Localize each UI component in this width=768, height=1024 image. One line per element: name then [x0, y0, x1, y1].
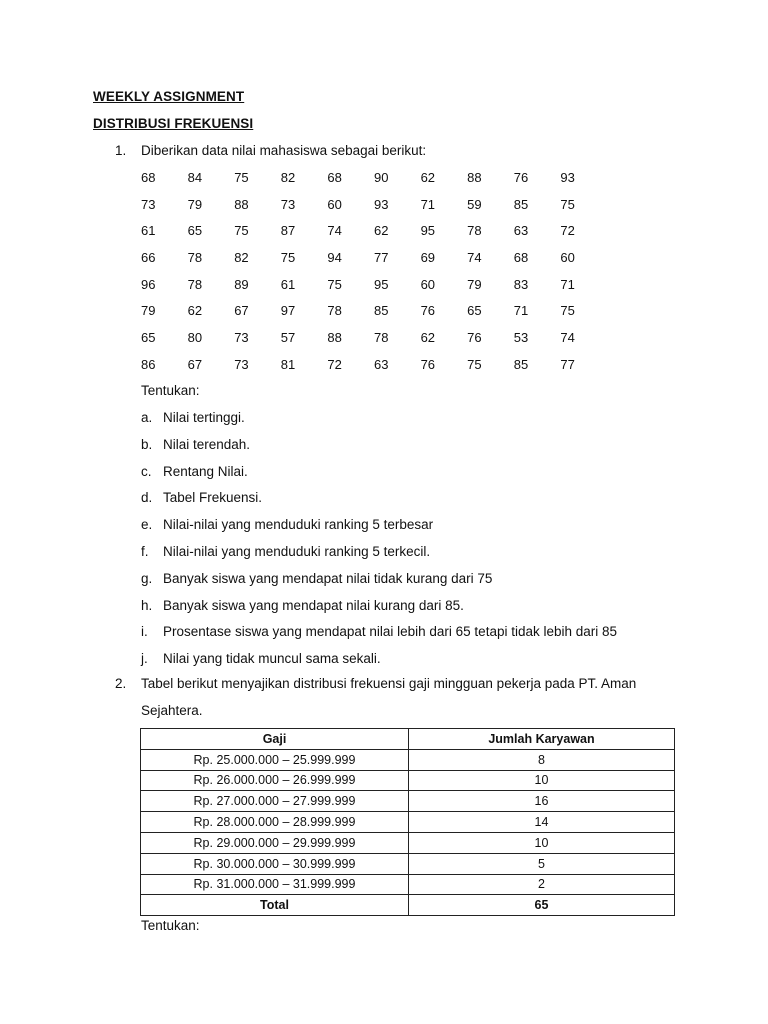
score-cell: 62	[420, 330, 436, 346]
item-letter: d.	[141, 490, 153, 506]
item-letter: c.	[141, 463, 152, 479]
score-cell: 82	[234, 250, 249, 266]
score-cell: 72	[327, 356, 342, 372]
score-cell: 82	[280, 170, 296, 185]
score-cell: 85	[513, 356, 529, 372]
score-cell: 75	[280, 250, 296, 266]
score-cell: 62	[373, 223, 389, 239]
score-cell: 68	[327, 170, 342, 185]
score-cell: 78	[327, 303, 342, 319]
question-2-text-line1: Tabel berikut menyajikan distribusi frekuensi gaji mingguan pekerja pada PT. Aman	[141, 676, 637, 691]
table-row	[141, 749, 675, 770]
salary-frequency-table	[140, 728, 675, 916]
salary-range-cell: Rp. 25.000.000 – 25.999.999	[141, 749, 409, 770]
table-row	[141, 832, 675, 853]
score-cell: 53	[513, 330, 529, 346]
score-cell: 88	[234, 196, 249, 212]
score-cell: 75	[467, 356, 482, 372]
score-cell: 73	[234, 356, 249, 372]
score-cell: 84	[187, 170, 203, 185]
salary-range-cell: Rp. 31.000.000 – 31.999.999	[141, 874, 409, 895]
item-text: Banyak siswa yang mendapat nilai tidak kurang dari 75	[163, 570, 493, 586]
employee-count-cell: 5	[409, 853, 675, 874]
score-cell: 75	[560, 303, 575, 319]
score-cell: 86	[141, 356, 156, 372]
score-data-grid	[141, 170, 607, 384]
score-cell: 75	[327, 276, 342, 292]
item-letter: j.	[141, 651, 148, 667]
score-cell: 76	[420, 356, 436, 372]
score-cell: 79	[187, 196, 203, 212]
total-value: 65	[409, 895, 675, 916]
score-cell: 71	[560, 276, 575, 292]
table-row	[141, 874, 675, 895]
table-row	[141, 853, 675, 874]
score-cell: 93	[560, 170, 575, 185]
score-cell: 75	[560, 196, 575, 212]
item-letter: h.	[141, 597, 153, 613]
item-letter: b.	[141, 436, 153, 452]
score-cell: 88	[327, 330, 342, 346]
employee-count-cell: 14	[409, 812, 675, 833]
item-text: Nilai yang tidak muncul sama sekali.	[163, 651, 381, 667]
score-cell: 74	[467, 250, 482, 266]
score-cell: 72	[560, 223, 575, 239]
score-cell: 79	[141, 303, 156, 319]
score-cell: 76	[420, 303, 436, 319]
salary-range-cell: Rp. 28.000.000 – 28.999.999	[141, 812, 409, 833]
score-cell: 59	[467, 196, 482, 212]
score-cell: 75	[234, 223, 249, 239]
score-cell: 73	[141, 196, 156, 212]
score-cell: 73	[234, 330, 249, 346]
score-cell: 65	[141, 330, 156, 346]
score-cell: 69	[420, 250, 436, 266]
score-cell: 76	[467, 330, 482, 346]
score-cell: 74	[327, 223, 342, 239]
question-2-prompt: Tentukan:	[141, 918, 200, 933]
score-cell: 95	[373, 276, 389, 292]
salary-range-cell: Rp. 27.000.000 – 27.999.999	[141, 791, 409, 812]
score-cell: 76	[513, 170, 529, 185]
score-cell: 65	[187, 223, 203, 239]
score-cell: 66	[141, 250, 156, 266]
score-cell: 85	[513, 196, 529, 212]
score-cell: 57	[280, 330, 296, 346]
item-text: Nilai tertinggi.	[163, 410, 245, 425]
table-row	[141, 770, 675, 791]
table-total-row	[141, 895, 675, 916]
column-header-gaji: Gaji	[141, 729, 409, 750]
score-cell: 96	[141, 276, 156, 292]
score-cell: 60	[420, 276, 436, 292]
score-cell: 63	[373, 356, 389, 372]
score-cell: 89	[234, 276, 249, 292]
score-cell: 85	[373, 303, 389, 319]
score-cell: 67	[187, 356, 203, 372]
table-row	[141, 791, 675, 812]
question-1-text: Diberikan data nilai mahasiswa sebagai berikut:	[141, 143, 427, 158]
question-2-text-line2: Sejahtera.	[141, 703, 203, 718]
employee-count-cell: 10	[409, 832, 675, 853]
item-text: Nilai-nilai yang menduduki ranking 5 terkecil.	[163, 544, 431, 559]
score-cell: 62	[420, 170, 436, 185]
item-letter: i.	[141, 624, 148, 640]
score-cell: 60	[327, 196, 342, 212]
score-cell: 78	[187, 276, 203, 292]
score-cell: 74	[560, 330, 575, 346]
score-cell: 71	[513, 303, 529, 319]
item-text: Prosentase siswa yang mendapat nilai lebih dari 65 tetapi tidak lebih dari 85	[163, 624, 618, 640]
question-1-prompt: Tentukan:	[141, 383, 200, 398]
score-cell: 90	[373, 170, 389, 185]
score-cell: 88	[467, 170, 482, 185]
item-text: Rentang Nilai.	[163, 463, 248, 479]
score-cell: 83	[513, 276, 529, 292]
item-letter: e.	[141, 517, 153, 533]
table-header-row	[141, 729, 675, 750]
score-cell: 95	[420, 223, 436, 239]
employee-count-cell: 2	[409, 874, 675, 895]
score-cell: 67	[234, 303, 249, 319]
question-2-number: 2.	[115, 676, 127, 691]
score-cell: 68	[513, 250, 529, 266]
score-cell: 78	[187, 250, 203, 266]
score-cell: 73	[280, 196, 296, 212]
column-header-jumlah-karyawan: Jumlah Karyawan	[409, 729, 675, 750]
table-row	[141, 812, 675, 833]
salary-range-cell: Rp. 30.000.000 – 30.999.999	[141, 853, 409, 874]
item-text: Tabel Frekuensi.	[163, 490, 263, 506]
score-cell: 77	[373, 250, 389, 266]
score-cell: 62	[187, 303, 203, 319]
score-cell: 78	[373, 330, 389, 346]
item-text: Banyak siswa yang mendapat nilai kurang dari 85.	[163, 597, 464, 613]
item-text: Nilai-nilai yang menduduki ranking 5 terbesar	[163, 517, 434, 533]
item-letter: f.	[141, 544, 149, 559]
score-cell: 61	[280, 276, 296, 292]
employee-count-cell: 10	[409, 770, 675, 791]
score-cell: 94	[327, 250, 342, 266]
score-cell: 71	[420, 196, 436, 212]
score-cell: 63	[513, 223, 529, 239]
item-letter: g.	[141, 570, 153, 586]
score-cell: 75	[234, 170, 249, 185]
salary-range-cell: Rp. 29.000.000 – 29.999.999	[141, 832, 409, 853]
employee-count-cell: 16	[409, 791, 675, 812]
score-cell: 79	[467, 276, 482, 292]
salary-table-body	[141, 749, 675, 895]
score-cell: 77	[560, 356, 575, 372]
score-cell: 81	[280, 356, 296, 372]
item-text: Nilai terendah.	[163, 436, 251, 452]
score-cell: 80	[187, 330, 203, 346]
document-subtitle: DISTRIBUSI FREKUENSI	[93, 116, 254, 131]
document-title: WEEKLY ASSIGNMENT	[93, 89, 245, 104]
question-1-number: 1.	[115, 143, 127, 158]
total-label: Total	[141, 895, 409, 916]
item-letter: a.	[141, 410, 153, 425]
score-cell: 68	[141, 170, 156, 185]
score-cell: 93	[373, 196, 389, 212]
employee-count-cell: 8	[409, 749, 675, 770]
score-cell: 65	[467, 303, 482, 319]
score-cell: 60	[560, 250, 575, 266]
salary-range-cell: Rp. 26.000.000 – 26.999.999	[141, 770, 409, 791]
score-cell: 61	[141, 223, 156, 239]
score-cell: 87	[280, 223, 296, 239]
score-cell: 78	[467, 223, 482, 239]
score-cell: 97	[280, 303, 296, 319]
